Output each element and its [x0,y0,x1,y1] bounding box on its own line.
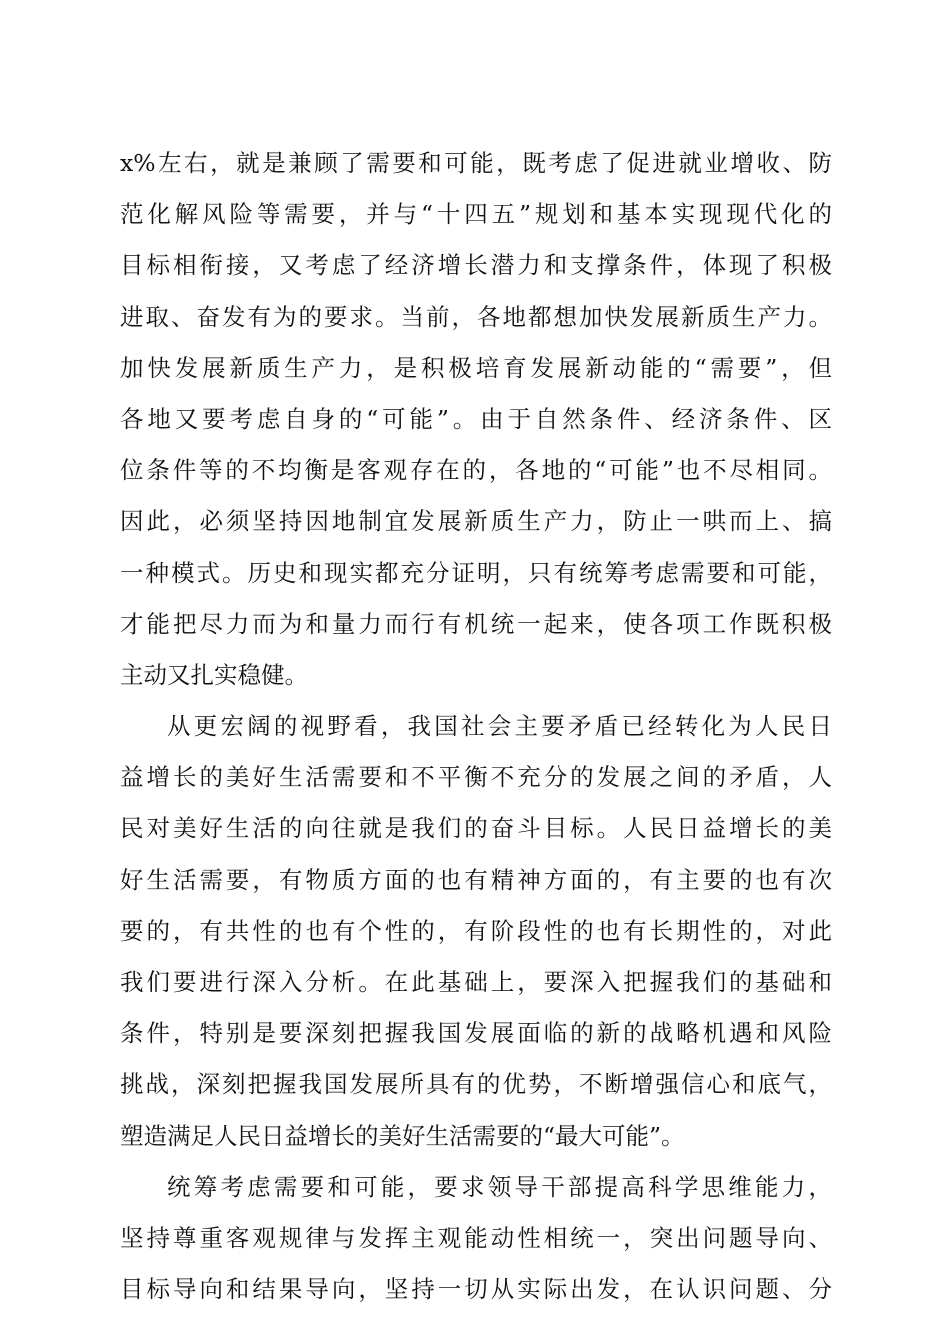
text-line: 民对美好生活的向往就是我们的奋斗目标。人民日益增长的美 [120,814,832,843]
text-line: 加快发展新质生产力，是积极培育发展新动能的“需要”，但 [120,353,832,382]
text-line: 进取、奋发有为的要求。当前，各地都想加快发展新质生产力。 [120,302,832,331]
paragraph-first-line: 统筹考虑需要和可能，要求领导干部提高科学思维能力， [167,1172,832,1201]
text-line: 塑造满足人民日益增长的美好生活需要的“最大可能”。 [120,1121,685,1150]
text-line: 益增长的美好生活需要和不平衡不充分的发展之间的矛盾，人 [120,763,832,792]
text-line: 范化解风险等需要，并与“十四五”规划和基本实现现代化的 [120,200,832,229]
text-line: 坚持尊重客观规律与发挥主观能动性相统一，突出问题导向、 [120,1223,832,1252]
text-line: 好生活需要，有物质方面的也有精神方面的，有主要的也有次 [120,865,832,894]
text-line: 目标导向和结果导向，坚持一切从实际出发，在认识问题、分 [120,1275,832,1304]
body-text [120,138,832,1315]
text-line: 条件，特别是要深刻把握我国发展面临的新的战略机遇和风险 [120,1019,832,1048]
text-line: 目标相衔接，又考虑了经济增长潜力和支撑条件，体现了积极 [120,251,832,280]
text-line: 我们要进行深入分析。在此基础上，要深入把握我们的基础和 [120,968,832,996]
text-line: x%左右，就是兼顾了需要和可能，既考虑了促进就业增收、防 [120,149,832,177]
text-line: 各地又要考虑自身的“可能”。由于自然条件、经济条件、区 [120,404,832,433]
text-line: 主动又扎实稳健。 [120,660,308,689]
text-line: 要的，有共性的也有个性的，有阶段性的也有长期性的，对此 [120,916,832,945]
text-line: 挑战，深刻把握我国发展所具有的优势，不断增强信心和底气， [120,1070,832,1099]
text-line: 位条件等的不均衡是客观存在的，各地的“可能”也不尽相同。 [120,456,832,485]
text-line: 才能把尽力而为和量力而行有机统一起来，使各项工作既积极 [120,609,832,638]
text-line: 因此，必须坚持因地制宜发展新质生产力，防止一哄而上、搞 [120,507,832,536]
paragraph-first-line: 从更宏阔的视野看，我国社会主要矛盾已经转化为人民日 [167,712,832,741]
text-line: 一种模式。历史和现实都充分证明，只有统筹考虑需要和可能， [120,558,832,587]
